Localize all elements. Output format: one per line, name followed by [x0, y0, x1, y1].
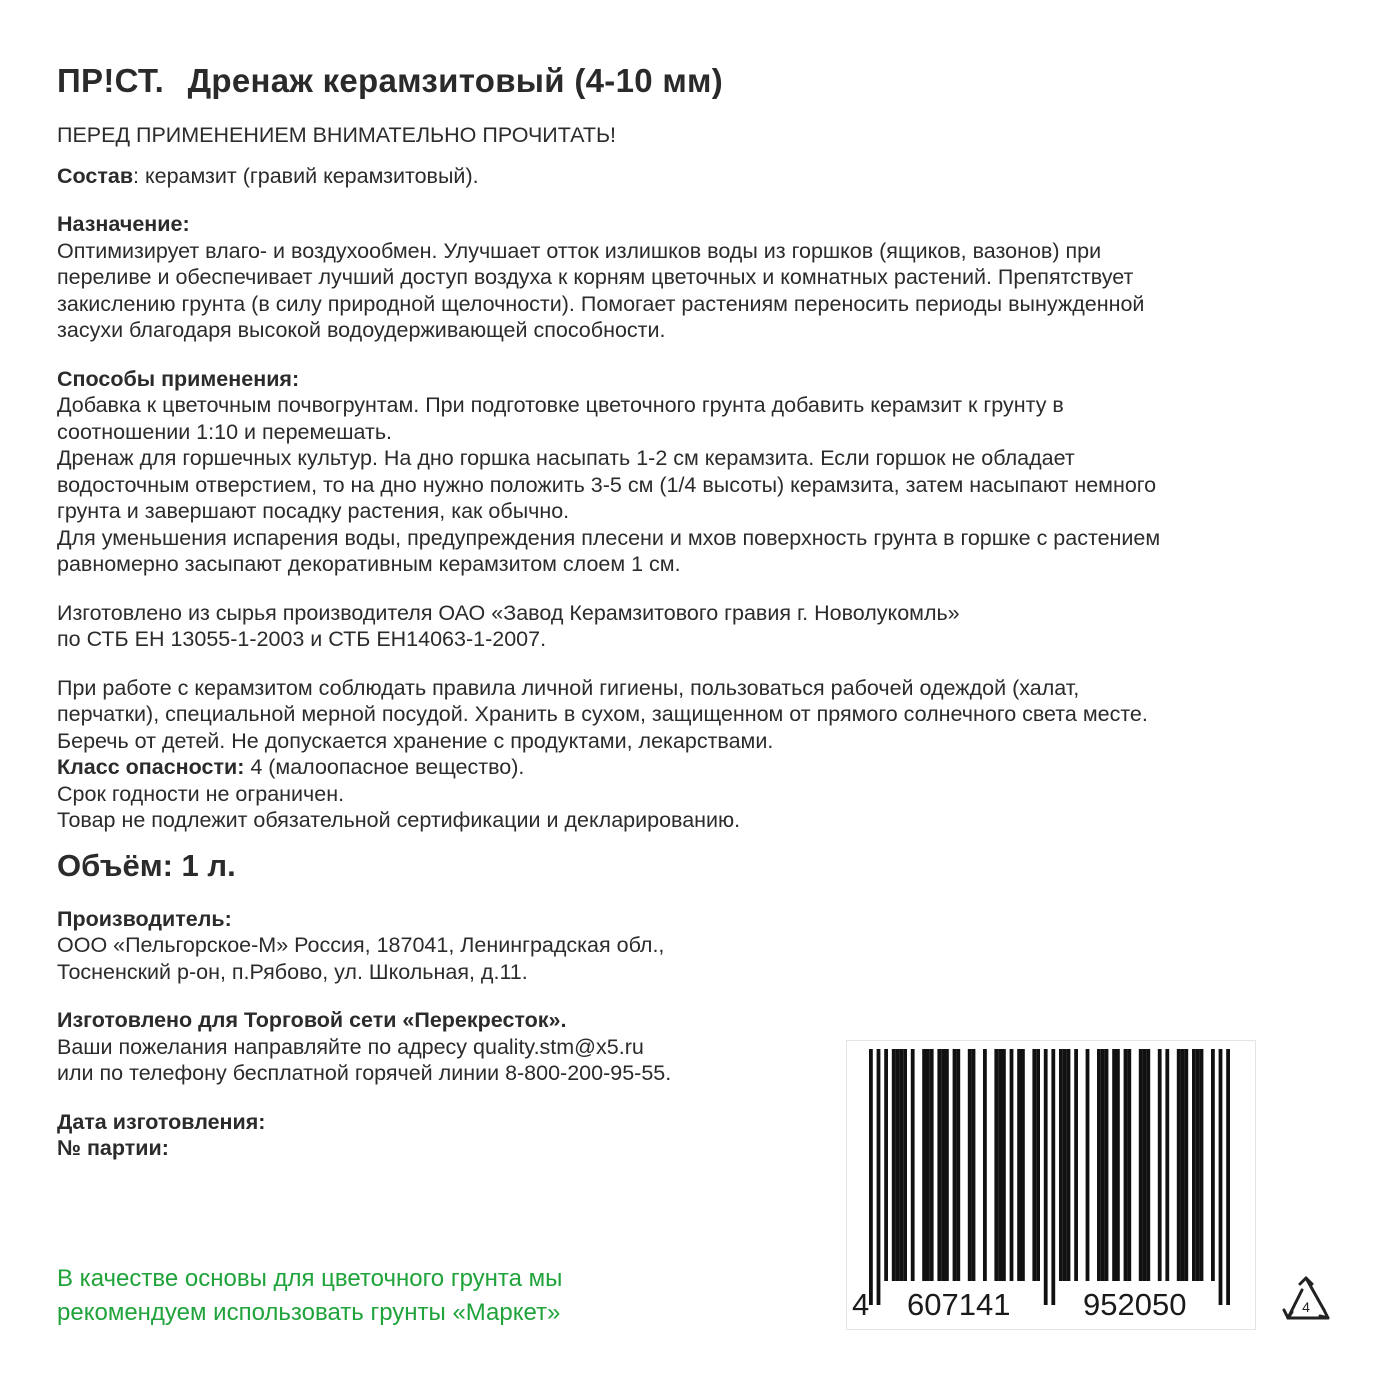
purpose-heading: Назначение:: [57, 212, 190, 236]
product-title: [57, 62, 1347, 100]
composition: [57, 163, 1347, 190]
barcode-bar: [998, 1049, 1002, 1281]
warning-text: ПЕРЕД ПРИМЕНЕНИЕМ ВНИМАТЕЛЬНО ПРОЧИТАТЬ!: [57, 123, 617, 147]
shelf-life: Срок годности не ограничен.: [57, 781, 345, 806]
barcode-bar: [1158, 1049, 1162, 1281]
batch-number-label: № партии:: [57, 1136, 169, 1160]
usage-line: соотношении 1:10 и перемешать.: [57, 419, 392, 444]
barcode-bar: [1101, 1049, 1105, 1281]
purpose-line: переливе и обеспечивает лучший доступ воздуха к корням цветочных и комнатных растений. Препятствует: [57, 265, 1134, 289]
retailer-line: Ваши пожелания направляйте по адресу quality.stm@x5.ru: [57, 1034, 644, 1059]
safety-line: перчатки), специальной мерной посудой. Хранить в сухом, защищенном от прямого солнечного света месте.: [57, 702, 1148, 726]
retailer-heading: Изготовлено для Торговой сети «Перекресток».: [57, 1008, 567, 1032]
purpose-line: закислению грунта (в силу природной щелочности). Помогает растениям переносить периоды вынужденной: [57, 291, 1145, 316]
usage-line: Добавка к цветочным почвогрунтам. При подготовке цветочного грунта добавить керамзит к грунту в: [57, 393, 1064, 417]
barcode-bar: [1146, 1049, 1150, 1281]
hazard-label: Класс опасности:: [57, 755, 245, 779]
barcode-bar: [899, 1049, 903, 1281]
barcode-bar: [1059, 1049, 1063, 1281]
barcode-bar: [968, 1049, 972, 1281]
barcode-bar: [1002, 1049, 1006, 1281]
barcode-bar: [994, 1049, 998, 1281]
barcode-bar: [1116, 1049, 1120, 1281]
purpose-line: Оптимизирует влаго- и воздухообмен. Улучшает отток излишков воды из горшков (ящиков, вазонов) при: [57, 238, 1102, 263]
barcode-bar: [1067, 1049, 1071, 1281]
origin-line: по СТБ ЕН 13055-1-2003 и СТБ ЕН14063-1-2007.: [57, 627, 547, 651]
barcode-left-group: 607141: [907, 1287, 1011, 1322]
barcode-bar: [896, 1049, 900, 1281]
barcode-bar: [1219, 1049, 1223, 1305]
barcode-bar: [1184, 1049, 1188, 1281]
usage-line: водосточным отверстием, то на дно нужно положить 3-5 см (1/4 высоты) керамзита, затем насыпают немного: [57, 472, 1157, 497]
barcode-right-group: 952050: [1083, 1287, 1187, 1322]
barcode-bar: [922, 1049, 926, 1281]
barcode-bar: [956, 1049, 960, 1281]
barcode-bar: [1010, 1049, 1014, 1281]
recommendation-line: В качестве основы для цветочного грунта мы: [57, 1265, 563, 1292]
barcode-bar: [983, 1049, 987, 1281]
barcode-bar: [911, 1049, 915, 1281]
usage-line: Для уменьшения испарения воды, предупреждения плесени и мхов поверхность грунта в горшке с растением: [57, 525, 1161, 550]
origin-line: Изготовлено из сырья производителя ОАО «Завод Керамзитового гравия г. Новолукомль»: [57, 600, 960, 625]
recycle-code: 4: [1302, 1299, 1310, 1315]
barcode-bar: [1017, 1049, 1021, 1281]
barcode-bar: [1181, 1049, 1185, 1281]
manufacturer-line: Тосненский р-он, п.Рябово, ул. Школьная, д.11.: [57, 959, 528, 984]
composition-text: : керамзит (гравий керамзитовый).: [133, 163, 479, 188]
barcode-bar: [1226, 1049, 1230, 1305]
barcode-bar: [1165, 1049, 1169, 1281]
hazard-class: [57, 754, 1347, 781]
certification-note: Товар не подлежит обязательной сертификации и декларированию.: [57, 808, 741, 832]
barcode-bar: [1036, 1049, 1040, 1281]
barcode-bar: [877, 1049, 881, 1305]
barcode-bar: [1105, 1049, 1109, 1281]
barcode-bar: [1192, 1049, 1196, 1281]
barcode-bar: [1086, 1049, 1090, 1281]
barcode-bar: [1139, 1049, 1143, 1281]
barcode-bar: [953, 1049, 957, 1281]
barcode-bar: [1032, 1049, 1036, 1281]
barcode-bar: [945, 1049, 949, 1281]
recommendation-text: [57, 1262, 562, 1330]
barcode-bar: [1063, 1049, 1067, 1281]
barcode-bar: [926, 1049, 930, 1281]
barcode-bar: [1097, 1049, 1101, 1281]
recycle-icon: [1278, 1274, 1334, 1330]
purpose-line: засухи благодаря высокой водоудерживающей способности.: [57, 318, 666, 342]
barcode-first-digit: 4: [852, 1287, 870, 1322]
barcode-bar: [869, 1049, 873, 1305]
barcode-bar: [892, 1049, 896, 1281]
usage-line: Дренаж для горшечных культур. На дно горшка насыпать 1-2 см керамзита. Если горшок не обладает: [57, 446, 1075, 470]
barcode: [846, 1040, 1256, 1330]
manufacturer-heading: Производитель:: [57, 906, 232, 931]
barcode-bar: [1177, 1049, 1181, 1281]
volume: Объём: 1 л.: [57, 847, 236, 883]
brand-name: ПР!СТ.: [57, 62, 165, 99]
barcode-bar: [1143, 1049, 1147, 1281]
recommendation-line: рекомендуем использовать грунты «Маркет»: [57, 1299, 561, 1326]
barcode-bar: [1127, 1049, 1131, 1281]
composition-label: Состав: [57, 163, 134, 188]
barcode-bars: [847, 1041, 1255, 1329]
retailer-line: или по телефону бесплатной горячей линии 8-800-200-95-55.: [57, 1061, 672, 1085]
product-name: Дренаж керамзитовый (4-10 мм): [187, 62, 724, 99]
barcode-bar: [930, 1049, 934, 1281]
hazard-value: 4 (малоопасное вещество).: [244, 755, 525, 779]
barcode-bar: [1211, 1049, 1215, 1281]
barcode-bar: [1196, 1049, 1200, 1281]
safety-line: Беречь от детей. Не допускается хранение с продуктами, лекарствами.: [57, 728, 774, 753]
barcode-bar: [937, 1049, 941, 1281]
barcode-bar: [941, 1049, 945, 1281]
safety-line: При работе с керамзитом соблюдать правила личной гигиены, пользоваться рабочей одеждой (халат,: [57, 675, 1080, 700]
production-date-label: Дата изготовления:: [57, 1109, 266, 1134]
manufacturer-line: ООО «Пельгорское-М» Россия, 187041, Ленинградская обл.,: [57, 933, 665, 957]
barcode-bar: [1200, 1049, 1204, 1281]
label-content: [57, 62, 1347, 1162]
barcode-bar: [884, 1049, 888, 1281]
barcode-bar: [1124, 1049, 1128, 1281]
barcode-bar: [903, 1049, 907, 1281]
barcode-bar: [1051, 1049, 1055, 1305]
usage-line: равномерно засыпают декоративным керамзитом слоем 1 см.: [57, 552, 681, 576]
barcode-bar: [1021, 1049, 1025, 1281]
barcode-bar: [1044, 1049, 1048, 1305]
barcode-bar: [972, 1049, 976, 1281]
barcode-bar: [1074, 1049, 1078, 1281]
usage-heading: Способы применения:: [57, 366, 300, 391]
usage-line: грунта и завершают посадку растения, как обычно.: [57, 499, 570, 523]
barcode-bar: [1112, 1049, 1116, 1281]
